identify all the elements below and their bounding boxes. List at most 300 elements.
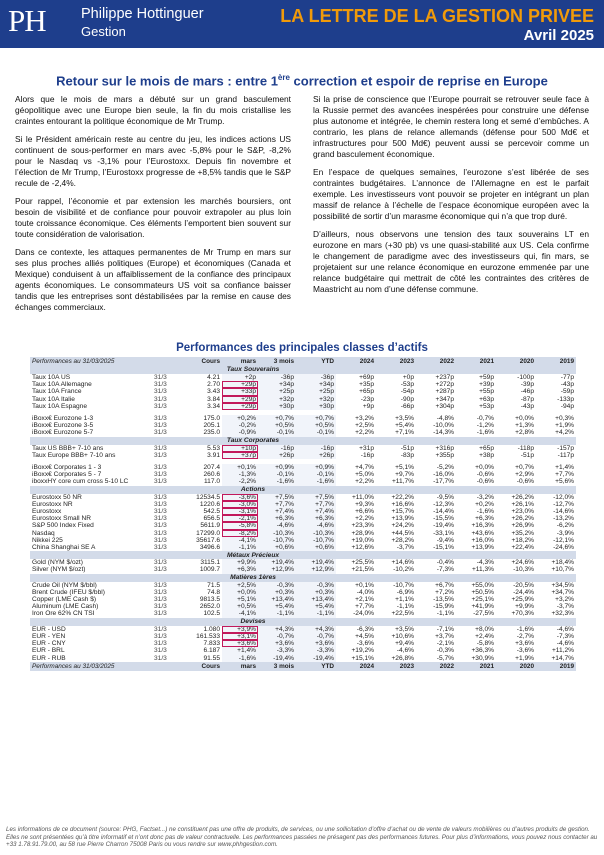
performance-cell: +26,2%	[511, 515, 534, 523]
quote-date: 31/3	[154, 536, 167, 544]
performance-cell: -24,4%	[513, 588, 534, 596]
asset-name: EUR - CNY	[32, 640, 66, 648]
performance-cell: -10,3%	[258, 530, 296, 537]
performance-cell: +19,0%	[351, 536, 374, 544]
asset-name: Eurostoxx NR	[32, 500, 73, 508]
performance-cell: +7,5%	[296, 494, 336, 501]
performance-cell: -53p	[400, 381, 414, 389]
quote-date: 31/3	[154, 566, 167, 574]
performance-cell: +34,5%	[551, 581, 574, 589]
performance-cell: +34p	[258, 381, 296, 388]
performance-cell: +21,5%	[351, 566, 374, 574]
performance-cell: +41,9%	[471, 603, 494, 611]
performance-cell: -0,1%	[258, 471, 296, 478]
quote-date: 31/3	[154, 422, 167, 430]
performance-cell: -1,6%	[476, 429, 494, 437]
performance-cell: -15,5%	[433, 515, 454, 523]
performance-cell: -19,4%	[296, 655, 336, 662]
performance-cell: -94p	[560, 402, 574, 410]
column-header: Cours	[170, 662, 222, 671]
performance-cell: +63p	[479, 395, 494, 403]
quote-date: 31/3	[154, 647, 167, 655]
price-cell: 542.5	[203, 508, 220, 516]
performance-cell: -3,6%	[222, 494, 258, 501]
performance-cell: +0,7%	[296, 415, 336, 422]
performance-cell: +7,7%	[355, 603, 374, 611]
performance-cell: -10,7%	[258, 537, 296, 544]
quote-date: 31/3	[154, 522, 167, 530]
performance-cell: -0,6%	[476, 478, 494, 486]
performance-cell: +39p	[479, 381, 494, 389]
performance-cell: -0,6%	[516, 478, 534, 486]
performance-cell: +7,4%	[296, 508, 336, 515]
performance-cell: +25,1%	[471, 596, 494, 604]
performance-cell: +2,1%	[355, 596, 374, 604]
performance-cell: -10,7%	[393, 581, 414, 589]
asset-name: Taux 10A US	[32, 374, 71, 381]
performance-cell: -2,1%	[222, 515, 258, 522]
performance-cell: +23,3%	[351, 522, 374, 530]
performance-cell: +55,0%	[471, 581, 494, 589]
performance-cell: +19,4%	[258, 559, 296, 566]
price-cell: 656.5	[203, 515, 220, 523]
performance-cell: +23,0%	[511, 508, 534, 516]
performance-cell: -59p	[560, 388, 574, 396]
quote-date: 31/3	[154, 508, 167, 516]
performance-cell: +5,4%	[395, 422, 414, 430]
price-cell: 5.53	[207, 444, 220, 452]
performance-cell: +14,7%	[551, 654, 574, 662]
performance-cell: +25p	[258, 388, 296, 395]
performance-cell: -0,9%	[222, 429, 258, 436]
performance-cell: +5,6%	[555, 478, 574, 486]
performance-cell: -3,0%	[222, 501, 258, 508]
performance-cell: +0,5%	[222, 603, 258, 610]
performance-cell: -14,4%	[433, 508, 454, 516]
performance-cell: -19,4%	[433, 522, 454, 530]
performance-cell: -4,3%	[476, 559, 494, 567]
asset-name: Taux 10A Italie	[32, 395, 75, 403]
performance-cell: +55p	[479, 388, 494, 396]
performance-cell: +32,3%	[551, 610, 574, 618]
table-title: Performances des principales classes d’actifs	[176, 342, 428, 354]
performance-cell: -1,6%	[258, 478, 296, 485]
performance-cell: -83p	[400, 451, 414, 459]
quote-date: 31/3	[154, 544, 167, 552]
performance-cell: +1,9%	[555, 422, 574, 430]
performance-cell: -1,6%	[476, 508, 494, 516]
column-header: 3 mois	[258, 662, 296, 671]
performance-cell: +2,2%	[355, 515, 374, 523]
performance-cell: +3,2%	[355, 415, 374, 423]
performance-cell: +28,2%	[391, 536, 414, 544]
performance-cell: -4,6%	[556, 625, 574, 633]
performance-cell: +7,7%	[555, 471, 574, 479]
performance-cell: +22,2%	[391, 493, 414, 501]
table-row	[30, 388, 576, 395]
section-header-row	[30, 551, 576, 559]
performance-cell: -5,7%	[436, 654, 454, 662]
performance-cell: +7,4%	[258, 508, 296, 515]
performance-cell: +5,4%	[296, 603, 336, 610]
column-header: 2022	[416, 357, 456, 366]
performance-cell: -10,0%	[433, 422, 454, 430]
performance-cell: +19,2%	[351, 647, 374, 655]
performance-cell: +26,9%	[511, 522, 534, 530]
section-header-row	[30, 437, 576, 445]
table-row	[30, 566, 576, 573]
performance-cell: -1,3%	[222, 471, 258, 478]
price-cell: 175.0	[203, 415, 220, 423]
performance-cell: +4,5%	[355, 632, 374, 640]
performance-cell: +1,1%	[395, 596, 414, 604]
quote-date: 31/3	[154, 581, 167, 589]
performance-cell: +34p	[296, 381, 336, 388]
price-cell: 205.1	[203, 422, 220, 430]
performance-cell: +13,9%	[471, 544, 494, 552]
performance-cell: +0,9%	[296, 464, 336, 471]
article-column-right	[313, 94, 589, 302]
performance-cell: +5,1%	[395, 464, 414, 472]
performance-cell: +25,9%	[511, 596, 534, 604]
performance-cell: -16p	[258, 445, 296, 452]
performance-cell: -1,1%	[396, 603, 414, 611]
performance-cell: -1,1%	[436, 610, 454, 618]
performance-cell: -2,2%	[222, 478, 258, 485]
performance-cell: -6,9%	[396, 588, 414, 596]
performance-cell: -5,8%	[476, 640, 494, 648]
performance-cell: +355p	[435, 451, 454, 459]
paragraph: Pour rappel, l’économie et par extension les marchés boursiers, ont besoin de visibilité et de confiance pour pouvoir extrapoler au plus loin toute croissance économique. Ces éléments l’emportent bien souvent sur toute considération de valorisation.	[15, 196, 291, 239]
performance-cell: +65p	[359, 388, 374, 396]
performance-cell: -33,1%	[433, 529, 454, 537]
performance-cell: +2,2%	[355, 429, 374, 437]
performance-cell: -6,2%	[556, 522, 574, 530]
column-header: 2019	[536, 357, 576, 366]
price-cell: 7.833	[203, 640, 220, 648]
column-header: mars	[222, 357, 258, 366]
price-cell: 3.84	[207, 395, 220, 403]
table-row	[30, 647, 576, 654]
table-row	[30, 471, 576, 478]
performance-cell: +5,0%	[355, 471, 374, 479]
performance-cell: -7,3%	[556, 632, 574, 640]
performance-cell: -27,5%	[473, 610, 494, 618]
performance-cell: +9,9%	[222, 559, 258, 566]
table-row	[30, 544, 576, 551]
price-cell: 3115.1	[200, 559, 220, 567]
performance-cell: +26p	[296, 452, 336, 459]
asset-name: Iron Ore 62% CN TSI	[32, 610, 95, 618]
performance-cell: -4,6%	[396, 647, 414, 655]
performance-cell: +22,5%	[391, 610, 414, 618]
column-header: 2024	[336, 357, 376, 366]
performance-cell: +316p	[435, 444, 454, 452]
performance-cell: +0,0%	[515, 415, 534, 423]
quote-date: 31/3	[154, 610, 167, 618]
table-row	[30, 640, 576, 647]
performance-cell: -10,2%	[393, 566, 414, 574]
performance-cell: -12,0%	[553, 493, 574, 501]
performance-cell: -7,3%	[436, 566, 454, 574]
performance-cell: +14,6%	[391, 559, 414, 567]
asset-name: China Shanghai SE A	[32, 544, 96, 552]
price-cell: 1009.7	[199, 566, 220, 574]
performance-cell: +4,2%	[555, 429, 574, 437]
section-header-row	[30, 366, 576, 374]
price-cell: 102.5	[203, 610, 220, 618]
asset-name: iBoxx€ Corporates 1 - 3	[32, 464, 102, 472]
column-header: YTD	[296, 662, 336, 671]
performance-cell: -16p	[360, 451, 374, 459]
performance-cell: -23p	[360, 395, 374, 403]
table-row	[30, 603, 576, 610]
performance-cell: -12,7%	[553, 500, 574, 508]
performance-cell: -0,4%	[436, 559, 454, 567]
performance-cell: +5,1%	[222, 596, 258, 603]
performance-cell: +12,6%	[351, 544, 374, 552]
performance-cell: +7,1%	[395, 429, 414, 437]
performance-cell: +0,3%	[258, 589, 296, 596]
performance-cell: +16,3%	[471, 522, 494, 530]
price-cell: 4.21	[207, 374, 220, 381]
asset-name: Taux 10A Espagne	[32, 402, 87, 410]
performance-cell: +3,6%	[258, 640, 296, 647]
asset-name: S&P 500 Index Fixed	[32, 522, 94, 530]
performance-cell: +11,7%	[391, 478, 414, 486]
quote-date: 31/3	[154, 640, 167, 648]
performance-cell: -43p	[560, 381, 574, 389]
asset-name: iboxxHY core cum cross 5-10 LC	[32, 478, 129, 486]
table-row	[30, 422, 576, 429]
performance-cell: +29p	[222, 381, 258, 388]
section-header-row	[30, 618, 576, 626]
quote-date: 31/3	[154, 588, 167, 596]
performance-cell: +2,4%	[475, 632, 494, 640]
performance-cell: +36,3%	[471, 647, 494, 655]
performance-cell: -0,6%	[476, 471, 494, 479]
performance-cell: -0,2%	[222, 422, 258, 429]
performance-cell: -4,0%	[356, 588, 374, 596]
quote-date: 31/3	[154, 654, 167, 662]
price-cell: 12534.5	[196, 493, 220, 501]
performance-cell: -3,6%	[356, 640, 374, 648]
performance-cell: +28,9%	[351, 529, 374, 537]
quote-date: 31/3	[154, 493, 167, 501]
performance-cell: +0,6%	[296, 544, 336, 551]
price-cell: 3.91	[207, 451, 220, 459]
performance-cell: -0,1%	[296, 471, 336, 478]
table-row	[30, 633, 576, 640]
asset-name: Aluminum (LME Cash)	[32, 603, 99, 611]
performance-cell: -20,5%	[513, 581, 534, 589]
performance-cell: +35,2%	[511, 529, 534, 537]
performance-cell: -77p	[560, 374, 574, 381]
column-header: 2021	[456, 662, 496, 671]
column-header: Cours	[170, 357, 222, 366]
asset-name: EUR - USD	[32, 625, 66, 633]
performance-cell: +9p	[362, 402, 374, 410]
asset-name: iBoxx€ Corporates 5 - 7	[32, 471, 102, 479]
paragraph: Si le Président américain reste au centre du jeu, les indices actions US continuent de sous-performer en mars avec -5,8% pour le S&P, -8,2% pour le Nasdaq vs -3,1% pour l’Eurostoxx. Depuis fin novembre et l’élection de Mr Trump, l’Eurostoxx progresse de +8,5% tandis que le S&P recule de -2,4%.	[15, 134, 291, 188]
performance-cell: +0,3%	[296, 589, 336, 596]
performance-cell: +7,2%	[435, 588, 454, 596]
performance-cell: +0,0%	[222, 589, 258, 596]
performance-cell: +30p	[258, 403, 296, 410]
table-row	[30, 589, 576, 596]
performance-cell: +4,3%	[296, 626, 336, 633]
price-cell: 260.6	[203, 471, 220, 479]
quote-date: 31/3	[154, 374, 167, 381]
performance-cell: +3,2%	[555, 596, 574, 604]
performance-cell: +0,5%	[296, 422, 336, 429]
performance-cell: +69p	[359, 374, 374, 381]
table-row	[30, 396, 576, 403]
performance-cell: +30,9%	[471, 654, 494, 662]
performance-cell: +9,7%	[395, 471, 414, 479]
performance-cell: +13,4%	[258, 596, 296, 603]
performance-cell: -0,7%	[296, 633, 336, 640]
performance-cell: +0,2%	[475, 500, 494, 508]
performance-cell: +15,1%	[351, 654, 374, 662]
performance-cell: -4,6%	[556, 640, 574, 648]
quote-date: 31/3	[154, 625, 167, 633]
section-title: Taux Corporates	[170, 437, 336, 445]
performance-cell: +35p	[359, 381, 374, 389]
table-row	[30, 626, 576, 633]
performance-cell: -15,9%	[433, 603, 454, 611]
column-header: 2019	[536, 662, 576, 671]
performance-cell: -3,7%	[556, 603, 574, 611]
performance-cell: -24,6%	[553, 544, 574, 552]
quote-date: 31/3	[154, 471, 167, 479]
performance-cell: +53p	[479, 402, 494, 410]
table-row	[30, 452, 576, 459]
performance-cell: +0,1%	[355, 581, 374, 589]
table-row	[30, 374, 576, 381]
asset-name: Nikkei 225	[32, 536, 63, 544]
performance-cell: +304p	[435, 402, 454, 410]
table-footer-row	[30, 662, 576, 671]
performance-cell: +12,9%	[296, 566, 336, 573]
performance-cell: +18,2%	[511, 536, 534, 544]
table-row	[30, 530, 576, 537]
table-row	[30, 559, 576, 566]
performance-cell: +0,7%	[515, 464, 534, 472]
performance-cell: -118p	[517, 444, 534, 452]
quote-date: 31/3	[154, 381, 167, 389]
performance-cell: -8,2%	[222, 530, 258, 537]
quote-date: 31/3	[154, 395, 167, 403]
price-cell: 2652.0	[199, 603, 220, 611]
table-row	[30, 381, 576, 388]
column-header: 2023	[376, 662, 416, 671]
performance-cell: +70,3%	[511, 610, 534, 618]
performance-cell: -5,8%	[222, 522, 258, 529]
quote-date: 31/3	[154, 444, 167, 452]
performance-cell: +4,3%	[258, 626, 296, 633]
section-title: Taux Souverains	[170, 366, 336, 374]
quote-date: 31/3	[154, 500, 167, 508]
performance-cell: +7,7%	[258, 501, 296, 508]
performance-cell: +26,2%	[511, 493, 534, 501]
quote-date: 31/3	[154, 415, 167, 423]
asset-name: EUR - RUB	[32, 654, 66, 662]
asset-name: Eurostoxx	[32, 508, 62, 516]
performance-cell: +1,4%	[222, 647, 258, 654]
quote-date: 31/3	[154, 559, 167, 567]
performance-cell: -10,7%	[296, 537, 336, 544]
table-row	[30, 515, 576, 522]
performance-cell: +347p	[435, 395, 454, 403]
performance-cell: +0,3%	[555, 415, 574, 423]
performance-cell: -9,4%	[436, 536, 454, 544]
performance-cell: -157p	[557, 444, 574, 452]
table-row	[30, 508, 576, 515]
performance-cell: +1,3%	[515, 422, 534, 430]
column-header: YTD	[296, 357, 336, 366]
performance-cell: +287p	[435, 388, 454, 396]
quote-date: 31/3	[154, 388, 167, 396]
performance-cell: -10,3%	[513, 566, 534, 574]
paragraph: Dans ce contexte, les attaques permanentes de Mr Trump en mars sur ses plus proches alliés politiques (Europe) et économiques (Canada et Mexique) conduisent à un affaiblissement de la confiance des principaux agents économiques. Le consommateurs US voit sa confiance baisser tandis que les entreprises sont déstabilisées par la remise en cause des échanges commerciaux.	[15, 247, 291, 312]
performance-cell: -3,1%	[222, 508, 258, 515]
performance-cell: -12,1%	[553, 536, 574, 544]
price-cell: 161.533	[196, 632, 220, 640]
performance-cell: +7,7%	[296, 501, 336, 508]
performance-cell: -3,2%	[476, 493, 494, 501]
column-header: 2023	[376, 357, 416, 366]
performance-cell: +4,7%	[355, 464, 374, 472]
column-header: 2022	[416, 662, 456, 671]
performance-cell: -43p	[520, 402, 534, 410]
performance-cell: -51p	[520, 451, 534, 459]
performance-cell: +32p	[296, 396, 336, 403]
performance-cell: +0,5%	[258, 422, 296, 429]
asset-name: EUR - YEN	[32, 632, 66, 640]
performance-cell: +24,2%	[391, 522, 414, 530]
performance-cell: -3,3%	[296, 647, 336, 654]
price-cell: 235.0	[203, 429, 220, 437]
newsletter-title: LA LETTRE DE LA GESTION PRIVEE	[280, 6, 594, 26]
performance-cell: -19,4%	[258, 655, 296, 662]
newsletter-date: Avril 2025	[523, 27, 594, 44]
section-header-row	[30, 486, 576, 494]
performance-cell: +50,5%	[471, 588, 494, 596]
performance-cell: +65p	[479, 444, 494, 452]
performance-cell: +38p	[479, 451, 494, 459]
performance-table	[30, 357, 576, 671]
performance-cell: +0,6%	[258, 544, 296, 551]
table-row	[30, 596, 576, 603]
performance-cell: +6,3%	[475, 515, 494, 523]
section-header-row	[30, 574, 576, 582]
price-cell: 2.70	[207, 381, 220, 389]
quote-date: 31/3	[154, 429, 167, 437]
performance-cell: -10,3%	[296, 530, 336, 537]
performance-cell: +16,0%	[471, 536, 494, 544]
performance-cell: -36p	[258, 374, 296, 381]
table-row	[30, 537, 576, 544]
logo-name: Philippe Hottinguer	[81, 6, 204, 22]
price-cell: 5611.9	[200, 522, 220, 530]
performance-cell: +9,4%	[395, 640, 414, 648]
asset-name: iBoxx€ Eurozone 1-3	[32, 415, 94, 423]
performance-cell: +30p	[296, 403, 336, 410]
price-cell: 17299.0	[196, 529, 220, 537]
asset-name: Gold (NYM $/ozt)	[32, 559, 83, 567]
performance-cell: +59p	[479, 374, 494, 381]
